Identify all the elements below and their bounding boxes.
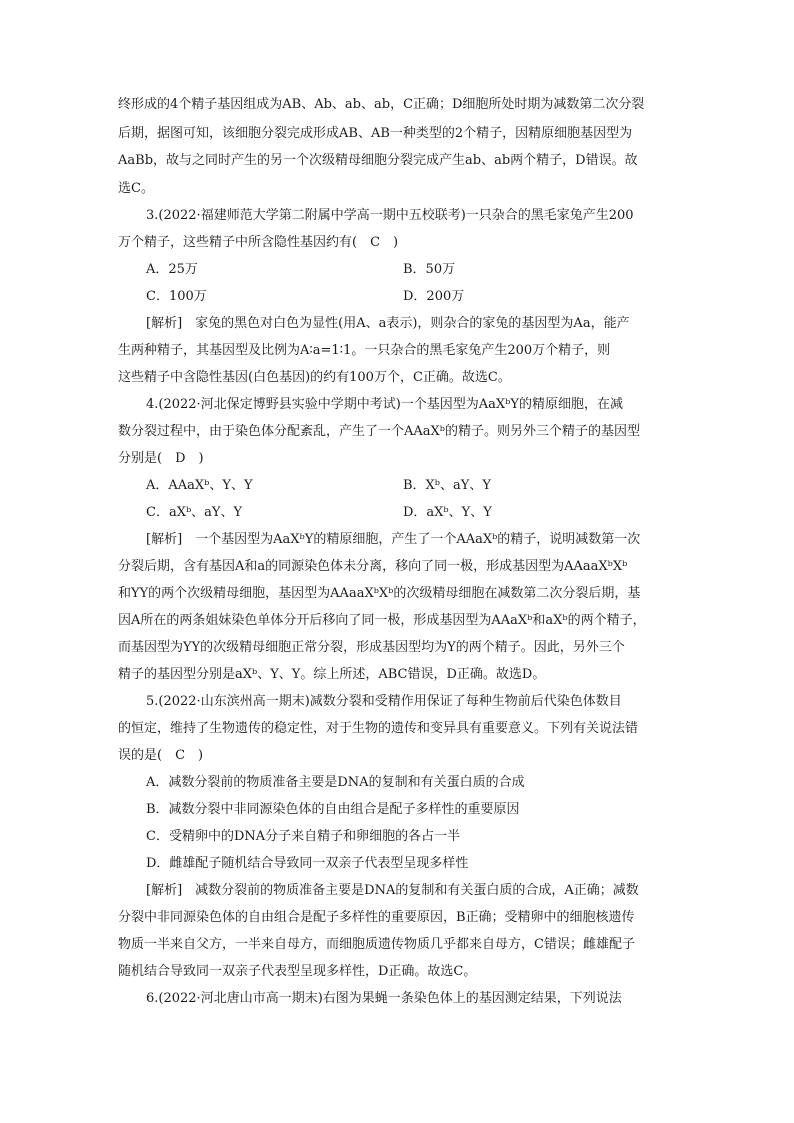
question-3-stem: 3.(2022·福建师范大学第二附属中学高一期中五校联考)一只杂合的黑毛家兔产生200 [146,208,634,223]
question-4-option-a: A．AAaXᵇ、Y、Y [146,478,253,493]
question-5-option-c: C．受精卵中的DNA分子来自精子和卵细胞的各占一半 [146,829,461,844]
question-5-analysis: [解析] 减数分裂前的物质准备主要是DNA的复制和有关蛋白质的合成，A正确；减数 [146,883,639,898]
question-5-option-d: D．雌雄配子随机结合导致同一双亲子代表型呈现多样性 [146,856,469,871]
question-3-analysis: [解析] 家兔的黑色对白色为显性(用A、a表示)，则杂合的家兔的基因型为Aa，能产 [146,316,630,331]
question-5-analysis: 随机结合导致同一双亲子代表型呈现多样性，D正确。故选C。 [118,964,477,979]
question-3-option-b: B．50万 [403,262,456,277]
question-5-analysis: 物质一半来自父方，一半来自母方，而细胞质遗传物质几乎都来自母方，C错误；雌雄配子 [118,937,635,952]
question-3-analysis: 这些精子中含隐性基因(白色基因)的约有100万个，C正确。故选C。 [118,370,511,385]
question-4-stem: 分别是( D ) [118,451,204,466]
question-4-analysis: 和YY的两个次级精母细胞，基因型为AAaaXᵇXᵇ的次级精母细胞在减数第二次分裂后期，基 [118,586,641,601]
question-5-option-b: B．减数分裂中非同源染色体的自由组合是配子多样性的重要原因 [146,802,520,817]
text-line: 选C。 [118,181,154,196]
question-5-stem: 5.(2022·山东滨州高一期末)减数分裂和受精作用保证了每种生物前后代染色体数目 [146,694,622,709]
text-line: 后期，据图可知，该细胞分裂完成形成AB、AB一种类型的2个精子，因精原细胞基因型为 [118,126,633,141]
question-5-stem: 的恒定，维持了生物遗传的稳定性，对于生物的遗传和变异具有重要意义。下列有关说法错 [118,721,639,736]
question-4-analysis: [解析] 一个基因型为AaXᵇY的精原细胞，产生了一个AAaXᵇ的精子，说明减数第一次 [146,532,641,547]
question-4-option-b: B．Xᵇ、aY、Y [403,478,491,493]
question-4-option-d: D．aXᵇ、Y、Y [403,505,492,520]
question-5-analysis: 分裂中非同源染色体的自由组合是配子多样性的重要原因，B正确；受精卵中的细胞核遗传 [118,910,635,925]
question-5-option-a: A．减数分裂前的物质准备主要是DNA的复制和有关蛋白质的合成 [146,775,525,790]
question-4-analysis: 精子的基因型分别是aXᵇ、Y、Y。综上所述，ABC错误，D正确。故选D。 [118,667,546,682]
question-4-analysis: 分裂后期，含有基因A和a的同源染色体未分离，移向了同一极，形成基因型为AAaaXᵇXᵇ [118,559,628,574]
question-4-stem: 4.(2022·河北保定博野县实验中学期中考试)一个基因型为AaXᵇY的精原细胞，在减 [146,397,623,412]
question-3-option-a: A．25万 [146,262,198,277]
question-4-analysis: 而基因型为YY的次级精母细胞正常分裂，形成基因型均为Y的两个精子。因此，另外三个 [118,640,625,655]
question-4-analysis: 因A所在的两条姐妹染色单体分开后移向了同一极，形成基因型为AAaXᵇ和aXᵇ的两个精子， [118,613,646,628]
question-5-stem: 误的是( C ) [118,748,204,763]
question-3-analysis: 生两种精子，其基因型及比例为A∶a=1∶1。一只杂合的黑毛家兔产生200万个精子，则 [118,343,611,358]
question-4-stem: 数分裂过程中，由于染色体分配紊乱，产生了一个AAaXᵇ的精子。则另外三个精子的基因型 [118,424,640,439]
text-line: 终形成的4个精子基因组成为AB、Ab、ab、ab，C正确；D细胞所处时期为减数第二次分裂 [118,97,645,112]
text-line: AaBb，故与之同时产生的另一个次级精母细胞分裂完成产生ab、ab两个精子，D错误。故 [118,153,638,168]
question-6-stem: 6.(2022·河北唐山市高一期末)右图为果蝇一条染色体上的基因测定结果，下列说法 [146,991,622,1006]
question-3-option-d: D．200万 [403,289,465,304]
question-3-stem: 万个精子，这些精子中所含隐性基因约有( C ) [118,235,399,250]
question-3-option-c: C．100万 [146,289,207,304]
question-4-option-c: C．aXᵇ、aY、Y [146,505,243,520]
